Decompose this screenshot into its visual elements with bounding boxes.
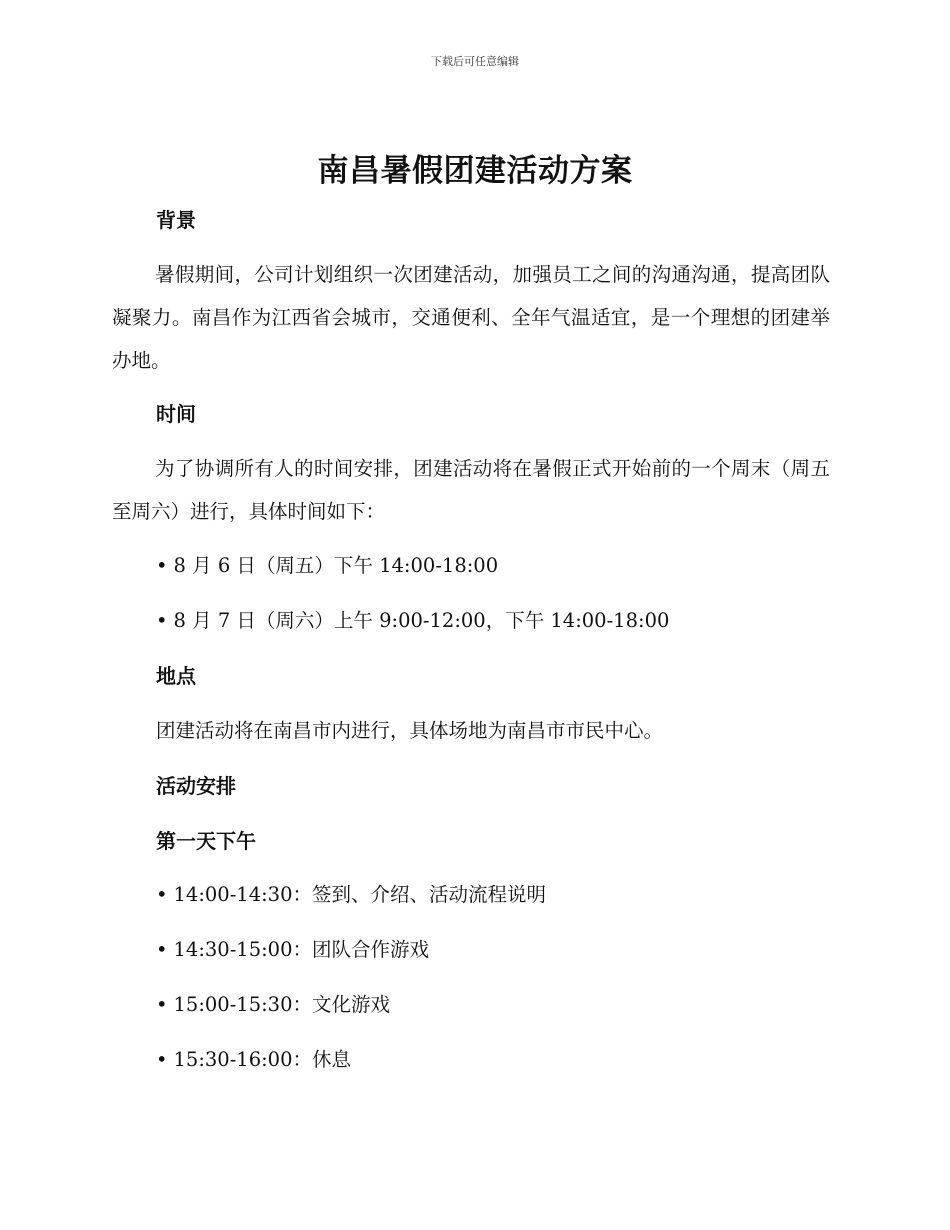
header-note: 下载后可任意编辑 — [431, 55, 519, 68]
bullet-icon: • — [156, 883, 168, 906]
document-title: 南昌暑假团建活动方案 — [317, 153, 633, 189]
bullet-icon: • — [156, 609, 168, 632]
section-heading-schedule: 活动安排 — [156, 774, 236, 798]
bullet-icon: • — [156, 554, 168, 577]
schedule-item — [156, 1047, 351, 1073]
schedule-item-text: 15:00-15:30：文化游戏 — [173, 993, 390, 1016]
subheading-day1-afternoon: 第一天下午 — [156, 829, 256, 853]
bullet-icon: • — [156, 993, 168, 1016]
list-item-text: 8 月 7 日（周六）上午 9:00-12:00，下午 14:00-18:00 — [173, 609, 670, 632]
section-heading-background: 背景 — [156, 208, 196, 232]
bullet-icon: • — [156, 1048, 168, 1071]
list-item-text: 8 月 6 日（周五）下午 14:00-18:00 — [173, 554, 499, 577]
schedule-item — [156, 937, 429, 963]
schedule-item-text: 14:00-14:30：签到、介绍、活动流程说明 — [173, 883, 546, 906]
section-heading-time: 时间 — [156, 402, 196, 426]
list-item — [156, 553, 498, 579]
paragraph-location: 团建活动将在南昌市内进行，具体场地为南昌市市民中心。 — [156, 719, 664, 742]
bullet-icon: • — [156, 938, 168, 961]
schedule-item — [156, 882, 546, 908]
schedule-item-text: 15:30-16:00：休息 — [173, 1048, 351, 1071]
paragraph-background: 暑假期间，公司计划组织一次团建活动，加强员工之间的沟通沟通，提高团队凝聚力。南昌作为江西省会城市，交通便利、全年气温适宜，是一个理想的团建举办地。 — [112, 263, 830, 372]
list-item — [156, 608, 669, 634]
section-heading-location: 地点 — [156, 664, 196, 688]
schedule-item — [156, 992, 390, 1018]
paragraph-time: 为了协调所有人的时间安排，团建活动将在暑假正式开始前的一个周末（周五至周六）进行，具体时间如下： — [112, 457, 830, 523]
schedule-item-text: 14:30-15:00：团队合作游戏 — [173, 938, 429, 961]
